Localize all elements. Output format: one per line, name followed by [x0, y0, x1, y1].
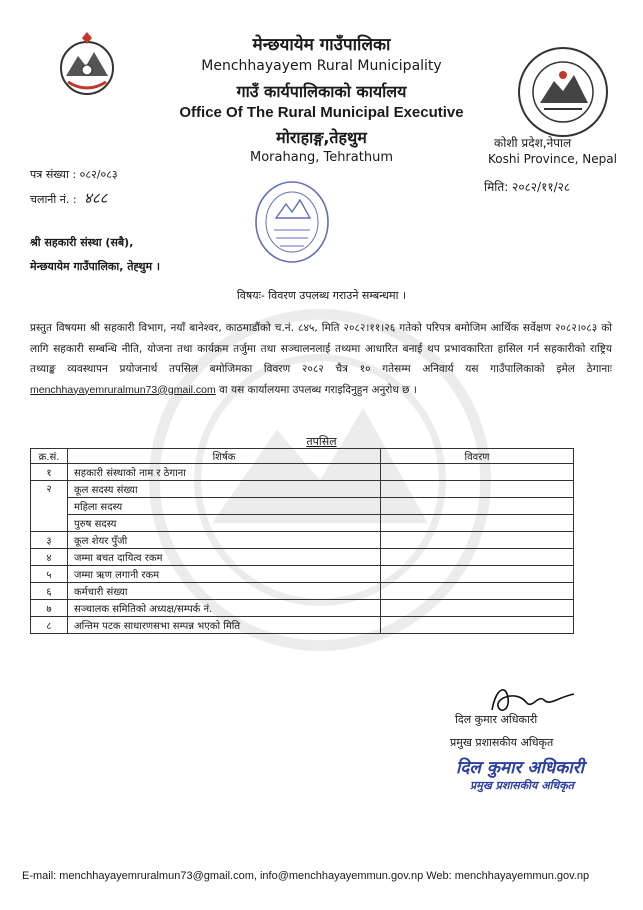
row-title: कर्मचारी संख्या	[68, 583, 381, 600]
body-text-closing: वा यस कार्यालयमा उपलब्ध गराइदिनुहुन अनुरोध छ ।	[219, 383, 417, 396]
row-title: सञ्चालक समितिको अध्यक्ष/सम्पर्क नं.	[68, 600, 381, 617]
table-row	[31, 549, 574, 566]
address-np: मोराहाङ्ग,तेहथुम	[276, 128, 367, 147]
row-sn: ४	[31, 549, 68, 566]
signatory-title: प्रमुख प्रशासकीय अधिकृत	[450, 736, 554, 749]
municipality-name-np: मेन्छयायेम गाउँपालिका	[252, 35, 391, 55]
row-title: अन्तिम पटक साधारणसभा सम्पन्न भएको मिति	[68, 617, 381, 634]
row-sn: २	[31, 481, 68, 532]
row-value-cell[interactable]	[381, 515, 574, 532]
row-value-cell[interactable]	[381, 549, 574, 566]
email-link[interactable]: menchhayayemruralmun73@gmail.com	[30, 383, 216, 396]
row-value-cell[interactable]	[381, 481, 574, 498]
table-row	[31, 481, 574, 498]
row-value-cell[interactable]	[381, 498, 574, 515]
row-value-cell[interactable]	[381, 600, 574, 617]
recipient-line-2: मेन्छयायेम गाउँपालिका, तेह्थुम ।	[30, 260, 161, 273]
row-title: जम्मा ऋण लगानी रकम	[68, 566, 381, 583]
province-en: Koshi Province, Nepal	[488, 152, 617, 166]
table-row	[31, 515, 574, 532]
dispatch-label: चलानी नं. :	[30, 193, 77, 206]
row-title: महिला सदस्य	[68, 498, 381, 515]
signatory-name: दिल कुमार अधिकारी	[455, 713, 538, 726]
letter-body	[30, 318, 612, 400]
row-sn: ८	[31, 617, 68, 634]
row-title: जम्मा बचत दायित्व रकम	[68, 549, 381, 566]
address-en: Morahang, Tehrathum	[250, 150, 393, 165]
table-row	[31, 583, 574, 600]
table-row	[31, 600, 574, 617]
details-table	[30, 448, 574, 634]
recipient-line-1: श्री सहकारी संस्था (सबै),	[30, 236, 134, 249]
table-row	[31, 498, 574, 515]
office-name-en: Office Of The Rural Municipal Executive	[179, 104, 464, 121]
row-title: सहकारी संस्थाको नाम र ठेगाना	[68, 464, 381, 481]
province-np: कोशी प्रदेश,नेपाल	[494, 136, 572, 150]
office-stamp-icon	[252, 178, 332, 266]
body-text-main: प्रस्तुत विषयमा श्री सहकारी विभाग, नयाँ बानेश्वर, काठमाडौंको च.नं. ८४५, मिति २०८२।११।२६ गतेको परिपत्र बमोजिम आर्थिक सर्वेक्षण २०८२।०८३ को लागि सहकारी सम्बन्धि नीति, योजना तथा कार्यक्रम तर्जुमा तथा सञ्चालनलाई तथ्यमा आधारित बनाई थप प्रभावकारिता हासिल गर्न सहकारीको राष्ट्रिय तथ्याङ्क व्यवस्थापन प्रयोजनार्थ तपसिल बमोजिमका विवरण २०८२ चैत्र १० गतेसम्म अनिवार्य यस गाउँपालिकाको इमेल ठेगानाः	[30, 322, 612, 375]
row-title: पुरुष सदस्य	[68, 515, 381, 532]
table-header-row	[31, 449, 574, 464]
row-value-cell[interactable]	[381, 532, 574, 549]
row-sn: ६	[31, 583, 68, 600]
row-sn: ७	[31, 600, 68, 617]
table-row	[31, 532, 574, 549]
office-name-np: गाउँ कार्यपालिकाको कार्यालय	[236, 82, 407, 101]
row-title: कूल सदस्य संख्या	[68, 481, 381, 498]
letter-date: मिति: २०८२/११/२८	[484, 180, 571, 194]
row-title: कूल शेयर पुँजी	[68, 532, 381, 549]
row-value-cell[interactable]	[381, 617, 574, 634]
row-sn: ५	[31, 566, 68, 583]
dispatch-number-line	[30, 188, 107, 208]
dispatch-number-handwritten: ४८८	[84, 189, 108, 207]
signatory-stamp-name: दिल कुमार अधिकारी	[456, 758, 585, 778]
table-row	[31, 617, 574, 634]
header-title: शिर्षक	[68, 449, 381, 464]
table-row	[31, 464, 574, 481]
table-row	[31, 566, 574, 583]
row-value-cell[interactable]	[381, 583, 574, 600]
row-value-cell[interactable]	[381, 566, 574, 583]
row-value-cell[interactable]	[381, 464, 574, 481]
municipality-name-en: Menchhayayem Rural Municipality	[201, 58, 442, 74]
header-value: विवरण	[381, 449, 574, 464]
header-sn: क्र.सं.	[31, 449, 68, 464]
row-sn: ३	[31, 532, 68, 549]
table-caption: तपसिल	[306, 435, 337, 448]
subject-line: विषयः- विवरण उपलब्ध गराउने सम्बन्धमा ।	[236, 289, 407, 302]
row-sn: १	[31, 464, 68, 481]
footer-contact: E-mail: menchhayayemruralmun73@gmail.com, info@menchhayayemmun.gov.np Web: menchhayayemmun.gov.np	[22, 870, 590, 882]
signatory-stamp-title: प्रमुख प्रशासकीय अधिकृत	[470, 779, 574, 792]
reference-number: पत्र संख्या : ०८२/०८३	[30, 168, 118, 181]
